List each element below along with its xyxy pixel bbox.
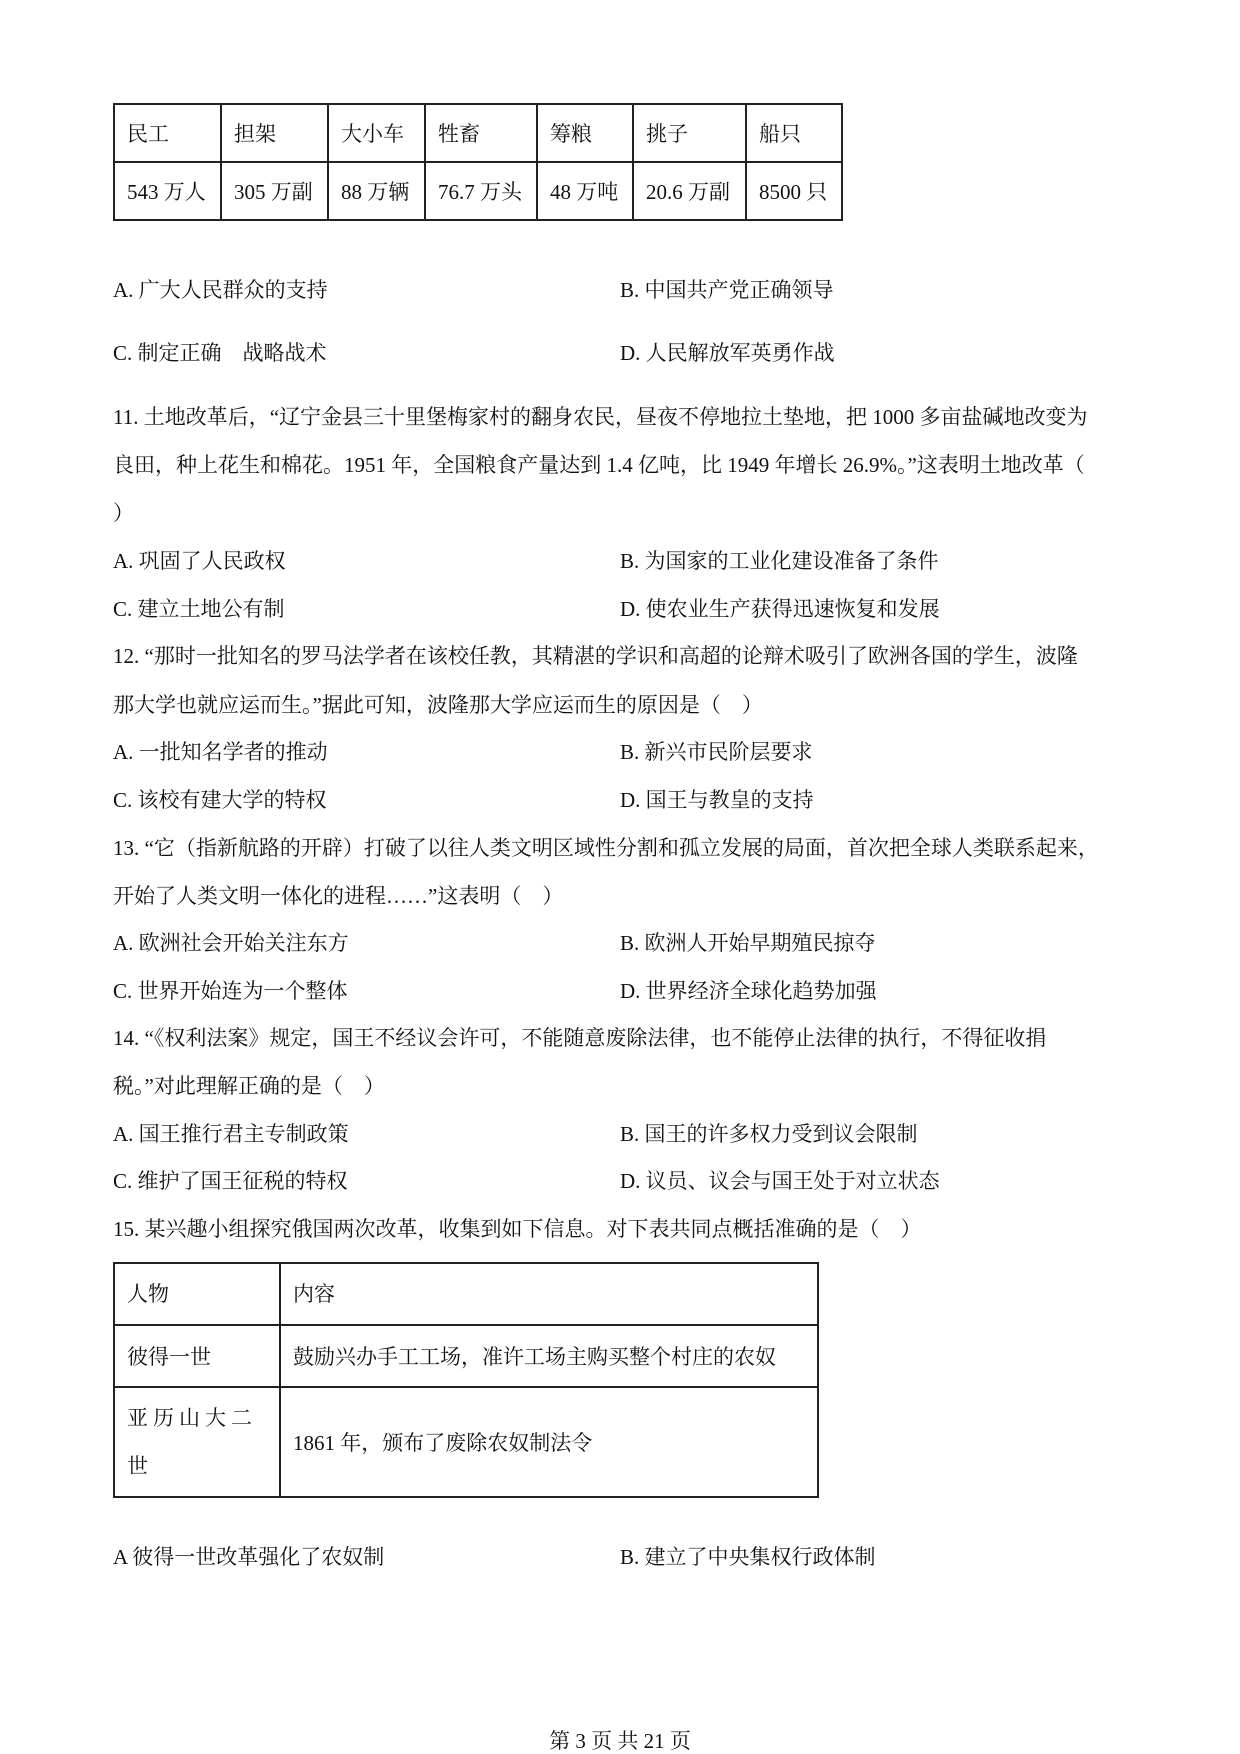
q13-option-d: D. 世界经济全球化趋势加强 xyxy=(620,979,877,1003)
q12-option-a: A. 一批知名学者的推动 xyxy=(113,740,328,764)
table-cell: 76.7 万头 xyxy=(425,162,537,220)
q14-stem-line-1: 14. “《权利法案》规定，国王不经议会许可，不能随意废除法律，也不能停止法律的执行，不得征收捐 xyxy=(113,1026,1047,1050)
table-cell: 筹粮 xyxy=(537,104,633,162)
table-header-row xyxy=(114,104,842,162)
q10-option-d: D. 人民解放军英勇作战 xyxy=(620,341,835,365)
table-cell: 48 万吨 xyxy=(537,162,633,220)
q14-option-d: D. 议员、议会与国王处于对立状态 xyxy=(620,1169,940,1193)
q14-option-c: C. 维护了国王征税的特权 xyxy=(113,1169,348,1193)
q12-stem-line-1: 12. “那时一批知名的罗马法学者在该校任教，其精湛的学识和高超的论辩术吸引了欧洲各国的学生，波隆 xyxy=(113,644,1078,668)
table-cell: 88 万辆 xyxy=(328,162,425,220)
q12-option-d: D. 国王与教皇的支持 xyxy=(620,788,814,812)
table-row xyxy=(114,162,842,220)
q15-option-a: A 彼得一世改革强化了农奴制 xyxy=(113,1545,385,1569)
table-cell: 大小车 xyxy=(328,104,425,162)
q11-stem-line-1: 11. 土地改革后，“辽宁金县三十里堡梅家村的翻身农民，昼夜不停地拉土垫地，把 1000 多亩盐碱地改变为 xyxy=(113,405,1088,429)
person-name: 亚历山大二世 xyxy=(127,1406,257,1478)
table-cell: 彼得一世 xyxy=(114,1325,280,1387)
table-cell: 牲畜 xyxy=(425,104,537,162)
russia-reform-table xyxy=(113,1262,819,1498)
table-cell: 305 万副 xyxy=(221,162,328,220)
q12-option-c: C. 该校有建大学的特权 xyxy=(113,788,327,812)
q14-option-a: A. 国王推行君主专制政策 xyxy=(113,1122,349,1146)
q11-option-b: B. 为国家的工业化建设准备了条件 xyxy=(620,549,939,573)
q12-option-b: B. 新兴市民阶层要求 xyxy=(620,740,813,764)
q14-stem-line-2: 税。”对此理解正确的是（ ） xyxy=(113,1074,385,1098)
q10-option-c: C. 制定正确 战略战术 xyxy=(113,341,327,365)
table-cell: 内容 xyxy=(280,1263,818,1325)
table-cell: 人物 xyxy=(114,1263,280,1325)
q10-option-b: B. 中国共产党正确领导 xyxy=(620,278,834,302)
q15-option-b: B. 建立了中央集权行政体制 xyxy=(620,1545,876,1569)
q12-stem-line-2: 那大学也就应运而生。”据此可知，波隆那大学应运而生的原因是（ ） xyxy=(113,693,763,717)
support-statistics-table xyxy=(113,103,843,221)
q13-option-c: C. 世界开始连为一个整体 xyxy=(113,979,348,1003)
page-number: 第 3 页 共 21 页 xyxy=(549,1729,691,1753)
q13-stem-line-1: 13. “它（指新航路的开辟）打破了以往人类文明区域性分割和孤立发展的局面，首次把全球人类联系起来， xyxy=(113,836,1099,860)
q13-stem-line-2: 开始了人类文明一体化的进程……”这表明（ ） xyxy=(113,884,564,908)
table-cell xyxy=(114,1387,280,1497)
table-cell: 挑子 xyxy=(633,104,746,162)
q13-option-a: A. 欧洲社会开始关注东方 xyxy=(113,931,349,955)
table-cell: 船只 xyxy=(746,104,842,162)
q14-option-b: B. 国王的许多权力受到议会限制 xyxy=(620,1122,918,1146)
table-header-row xyxy=(114,1263,818,1325)
q13-option-b: B. 欧洲人开始早期殖民掠夺 xyxy=(620,931,876,955)
table-cell: 543 万人 xyxy=(114,162,221,220)
q15-stem-line-1: 15. 某兴趣小组探究俄国两次改革，收集到如下信息。对下表共同点概括准确的是（ ） xyxy=(113,1217,922,1241)
table-cell: 鼓励兴办手工工场，准许工场主购买整个村庄的农奴 xyxy=(280,1325,818,1387)
table-row xyxy=(114,1325,818,1387)
q11-option-c: C. 建立土地公有制 xyxy=(113,597,285,621)
table-cell: 担架 xyxy=(221,104,328,162)
q11-option-a: A. 巩固了人民政权 xyxy=(113,549,286,573)
q11-stem-line-2: 良田，种上花生和棉花。1951 年，全国粮食产量达到 1.4 亿吨，比 1949 年增长 26.9%。”这表明土地改革（ xyxy=(113,453,1085,477)
table-cell: 20.6 万副 xyxy=(633,162,746,220)
table-cell: 民工 xyxy=(114,104,221,162)
table-cell: 1861 年，颁布了废除农奴制法令 xyxy=(280,1387,818,1497)
table-cell: 8500 只 xyxy=(746,162,842,220)
q11-option-d: D. 使农业生产获得迅速恢复和发展 xyxy=(620,597,940,621)
q10-option-a: A. 广大人民群众的支持 xyxy=(113,278,328,302)
q11-stem-line-3: ） xyxy=(113,501,134,525)
table-row xyxy=(114,1387,818,1497)
